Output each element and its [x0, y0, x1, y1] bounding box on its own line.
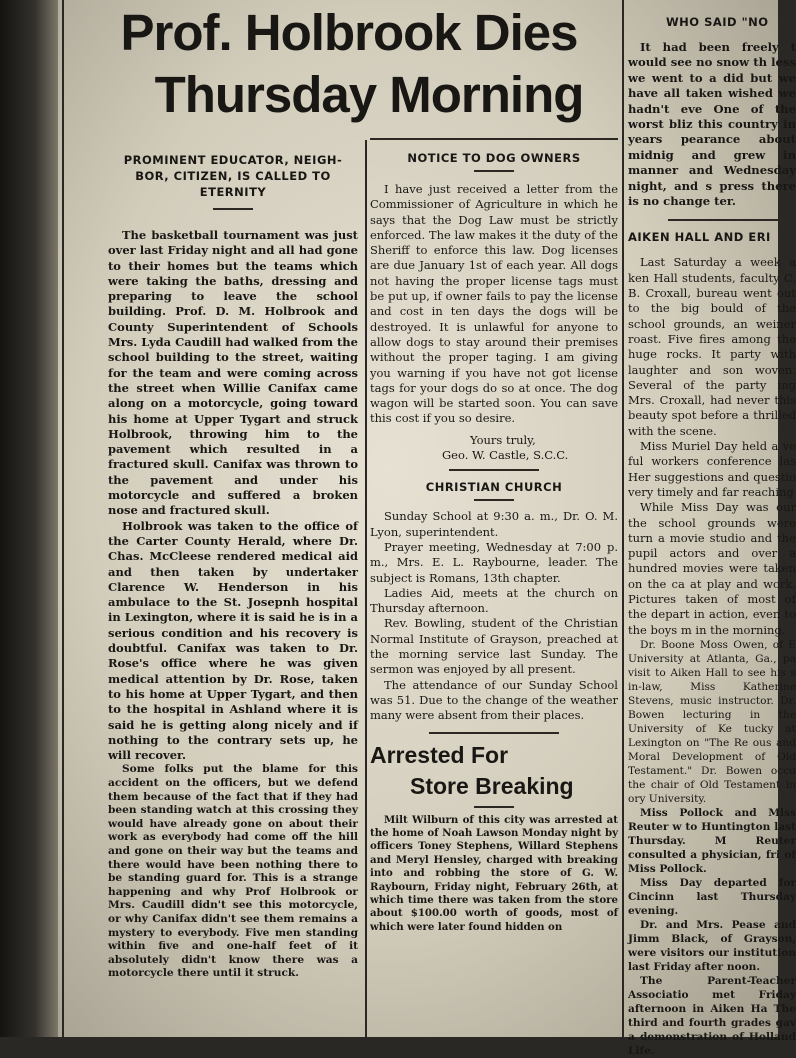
aiken-p4: Dr. Boone Moss Owen, of E University at Atlanta, Ga., pa visit to Aiken Hall to see his s in-law, Miss Katherine Stevens, music instructor. Dr. Bowen lecturing in the University of Ke tucky at Lexington on "The Re ous and Moral Development of Old Testament." Dr. Bowen occu the chair of Old Testament in ory University.: [628, 638, 796, 805]
aiken-p8: The Parent-Teacher Associatio met Friday afternoon in Aiken Ha The third and fourth grades gav a demonstration of Holland Life.: [628, 974, 796, 1057]
column-rule-mid: [365, 140, 367, 1037]
dog-notice-body: I have just received a letter from the Commissioner of Agriculture in which he says that the Dog Law must be strictly enforced. The law makes it the duty of the Sheriff to enforce this law. Dog licenses are due January 1st of each year. All dogs not having the proper license tags must be put up, if owner fails to pay the license and cost in ten days the dogs will be destroyed. It is unlawful for anyone to allow dogs to stay around their premises without the proper taging. I am giving you warning if you have not got license tags for your dogs do so at once. The dog wagon will be started soon. You can save this cost if you so desire.: [370, 182, 618, 426]
church-heading: CHRISTIAN CHURCH: [425, 480, 563, 495]
dog-notice-heading: NOTICE TO DOG OWNERS: [407, 151, 581, 165]
holbrook-subhead: PROMINENT EDUCATOR, NEIGH- BOR, CITIZEN, IS CALLED TO ETERNITY: [123, 153, 343, 199]
dog-notice-rule: [474, 170, 514, 172]
page-shadow: [0, 0, 58, 1037]
church-rule: [474, 499, 514, 501]
dog-notice: [370, 150, 618, 934]
holbrook-paragraph-3: Some folks put the blame for this accident on the officers, but we defend them because of the fact that if they had been standing watch at this crossing they would have already gone on about their work as everybody had come off the hill and gone on their way but the teams and there would have been nothing there to be standing guard for. This is a strange happening and why Prof Holbrook or Mrs. Caudill didn't see this motorcycle, or why Canifax didn't see them remains a mystery to everybody. Five men standing within five and one-half feet of it absolutely didn't know there was a motorcycle there until it struck.: [108, 763, 358, 980]
church-p5: The attendance of our Sunday School was 51. Due to the change of the weather many were absent from their places.: [370, 677, 618, 723]
aiken-p7: Dr. and Mrs. Pease and Jimm Black, of Grayson, were visitors our institution last Friday after noon.: [628, 918, 796, 973]
dog-notice-signature: Geo. W. Castle, S.C.C.: [442, 448, 569, 463]
aiken-p2: Miss Muriel Day held a ve ful workers conference las Her suggestions and questio very timely and far reaching: [628, 439, 796, 499]
aiken-heading: AIKEN HALL AND ERI: [628, 230, 771, 245]
arrest-rule-top: [429, 732, 559, 734]
subhead-rule: [213, 208, 253, 210]
holbrook-article: [108, 152, 358, 981]
church-p4: Rev. Bowling, student of the Christian Normal Institute of Grayson, preached at the morning service last Sunday. The sermon was enjoyed by all present.: [370, 616, 618, 677]
arrest-headline-1: Arrested For: [370, 741, 509, 768]
dog-notice-closing: Yours truly,: [470, 432, 536, 447]
aiken-p1: Last Saturday a week a ken Hall students, faculty C. B. Croxall, bureau went out to the big bould of the school grounds, an weiner roast. Five fires among the huge rocks. It party with laughter and son woven. Several of the party ing Mrs. Croxall, had never this beauty spot before a thrilled with the scene.: [628, 255, 796, 438]
right-column: [622, 0, 796, 1058]
headline-line-1: Prof. Holbrook Dies: [120, 4, 578, 61]
church-rule-top: [449, 469, 539, 471]
arrest-body: Milt Wilburn of this city was arrested at the home of Noah Lawson Monday night by officers Toney Stephens, Willard Stephens and Meryl Hensley, charged with breaking into and robbing the store of G. W. Raybourn, Friday night, February 26th, at which time there was taken from the store about $100.00 worth of goods, most of which were later found hidden on: [370, 813, 618, 933]
column-rule-left: [62, 0, 64, 1037]
who-said-heading: WHO SAID "NO: [666, 15, 769, 29]
headline-rule: [370, 138, 618, 140]
aiken-p6: Miss Day departed for Cincinn last Thursday evening.: [628, 876, 796, 917]
aiken-rule-top: [668, 219, 788, 221]
headline: [75, 2, 623, 126]
church-p2: Prayer meeting, Wednesday at 7:00 p. m., Mrs. E. L. Raybourne, leader. The subject is Romans, 13th chapter.: [370, 539, 618, 585]
church-p1: Sunday School at 9:30 a. m., Dr. O. M. Lyon, superintendent.: [370, 509, 618, 539]
holbrook-paragraph-2: Holbrook was taken to the office of the Carter County Herald, where Dr. Chas. McCleese rendered medical aid and then taken by undertaker Clarence W. Henderson in his ambulace to the St. Josepnh hospital in Lexington, where it is said he is in a serious condition and his recovery is doubtful. Canifax was taken to Dr. Rose's office where he was given medical attention by Dr. Rose, taken to his home at Upper Tygart, and then to the hospital in Ashland where it is said he is getting along nicely and if nothing to the contrary sets up, he will recover.: [108, 518, 358, 763]
headline-line-2: Thursday Morning: [154, 66, 584, 123]
arrest-headline-2: Store Breaking: [410, 772, 574, 799]
who-said-body: It had been freely t would see no snow th less we went to a did but we have all taken wished we hadn't eve One of the worst bliz this country in years pearance about midnig and grew in manner and Wednesday night, and s press there is no change ter.: [628, 40, 796, 209]
aiken-p3: While Miss Day was our the school grounds were turn a movie studio and the pupil actors and over a hundred movies were taken on the ca at play and work. Pictures taken of most of the depart in action, even to the boys m in the morning.: [628, 500, 796, 637]
arrest-rule: [474, 806, 514, 808]
aiken-p5: Miss Pollock and Miss Reuter w to Huntington last Thursday. M Reuter consulted a physician, fri of Miss Pollock.: [628, 806, 796, 875]
arrest-headline: [370, 740, 618, 802]
holbrook-paragraph-1: The basketball tournament was just over last Friday night and all had gone to their homes but the teams which were taking the baths, dressing and preparing to leave the school building. Prof. D. M. Holbrook and County Superintendent of Schools Mrs. Lyda Caudill had walked from the school building to the street, waiting for the team and were coming across the street when Willie Canifax came along on a motorcycle, going toward his home at Upper Tygart and struck Holbrook, throwing him to the pavement which resulted in a fractured skull. Canifax was thrown to the pavement and under his motorcycle and suffered a broken nose and fractured skull.: [108, 228, 358, 518]
church-p3: Ladies Aid, meets at the church on Thursday afternoon.: [370, 585, 618, 616]
